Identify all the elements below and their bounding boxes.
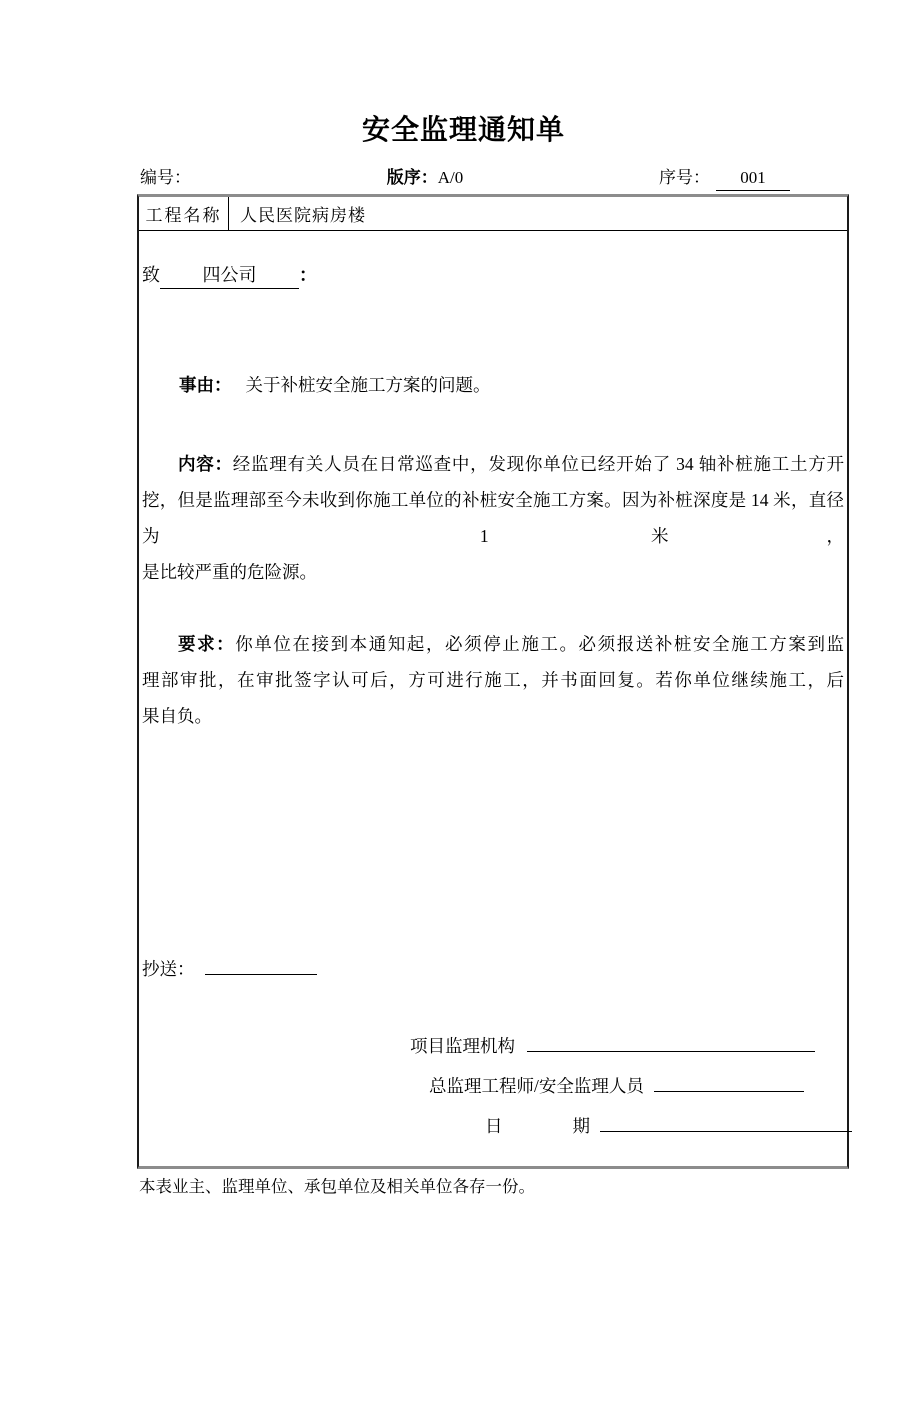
content-paragraph (142, 446, 844, 590)
cc-line (142, 954, 844, 982)
content-line: 内容：经监理有关人员在日常巡查中，发现你单位已经开始了 34 轴补桩施工土方开 (178, 454, 845, 474)
content-line: 挖，但是监理部至今未收到你施工单位的补桩安全施工方案。因为补桩深度是 14 米，直径为 1 米， (142, 490, 844, 546)
signature-blank-underline (527, 1031, 815, 1052)
recipient-colon: ： (299, 265, 317, 285)
version-value: A/0 (437, 168, 464, 187)
content-label: 内容： (178, 454, 233, 474)
page-title: 安全监理通知单 (361, 114, 565, 145)
serial-value: 001 (716, 166, 790, 191)
signature-label: 日 期 (485, 1116, 590, 1136)
signature-label: 项目监理机构 (410, 1036, 515, 1056)
project-name-label: 工程名称 (139, 197, 229, 230)
project-name-value: 人民医院病房楼 (240, 206, 366, 225)
signature-row-org (141, 1026, 844, 1066)
project-name-row (139, 197, 847, 231)
requirement-line: 果自负。 (142, 706, 212, 726)
subject-label: 事由： (179, 375, 232, 395)
doc-number-label: 编号： (140, 168, 191, 187)
signature-row-date (141, 1106, 844, 1146)
signature-blank-underline (654, 1071, 804, 1092)
subject-text: 关于补桩安全施工方案的问题。 (245, 375, 491, 395)
serial-label: 序号： (659, 168, 710, 187)
subject-line (179, 373, 844, 398)
version-label: 版序： (386, 168, 438, 187)
requirement-line: 要求：你单位在接到本通知起，必须停止施工。必须报送补桩安全施工方案到监 (178, 634, 845, 654)
recipient-name: 四公司 (160, 263, 299, 289)
meta-row (137, 166, 790, 191)
cc-label: 抄送： (142, 959, 195, 979)
footer-note: 本表业主、监理单位、承包单位及相关单位各存一份。 (139, 1177, 535, 1196)
document-header (137, 110, 790, 191)
recipient-prefix: 致 (142, 265, 160, 285)
serial-field (659, 166, 790, 191)
cc-blank-underline (205, 954, 317, 975)
requirement-paragraph (142, 626, 844, 734)
recipient-line (142, 263, 844, 289)
signature-label: 总监理工程师/安全监理人员 (429, 1076, 644, 1096)
requirement-line: 理部审批，在审批签字认可后，方可进行施工，并书面回复。若你单位继续施工，后 (142, 670, 844, 690)
version-field (387, 166, 464, 190)
form-body (139, 263, 847, 1146)
signature-blank-underline (600, 1111, 852, 1132)
document-page (0, 110, 920, 1412)
content-line: 是比较严重的危险源。 (142, 562, 317, 582)
requirement-label: 要求： (178, 634, 236, 654)
signature-row-engineer (141, 1066, 844, 1106)
signature-block (141, 1026, 844, 1146)
form-table (137, 194, 849, 1169)
